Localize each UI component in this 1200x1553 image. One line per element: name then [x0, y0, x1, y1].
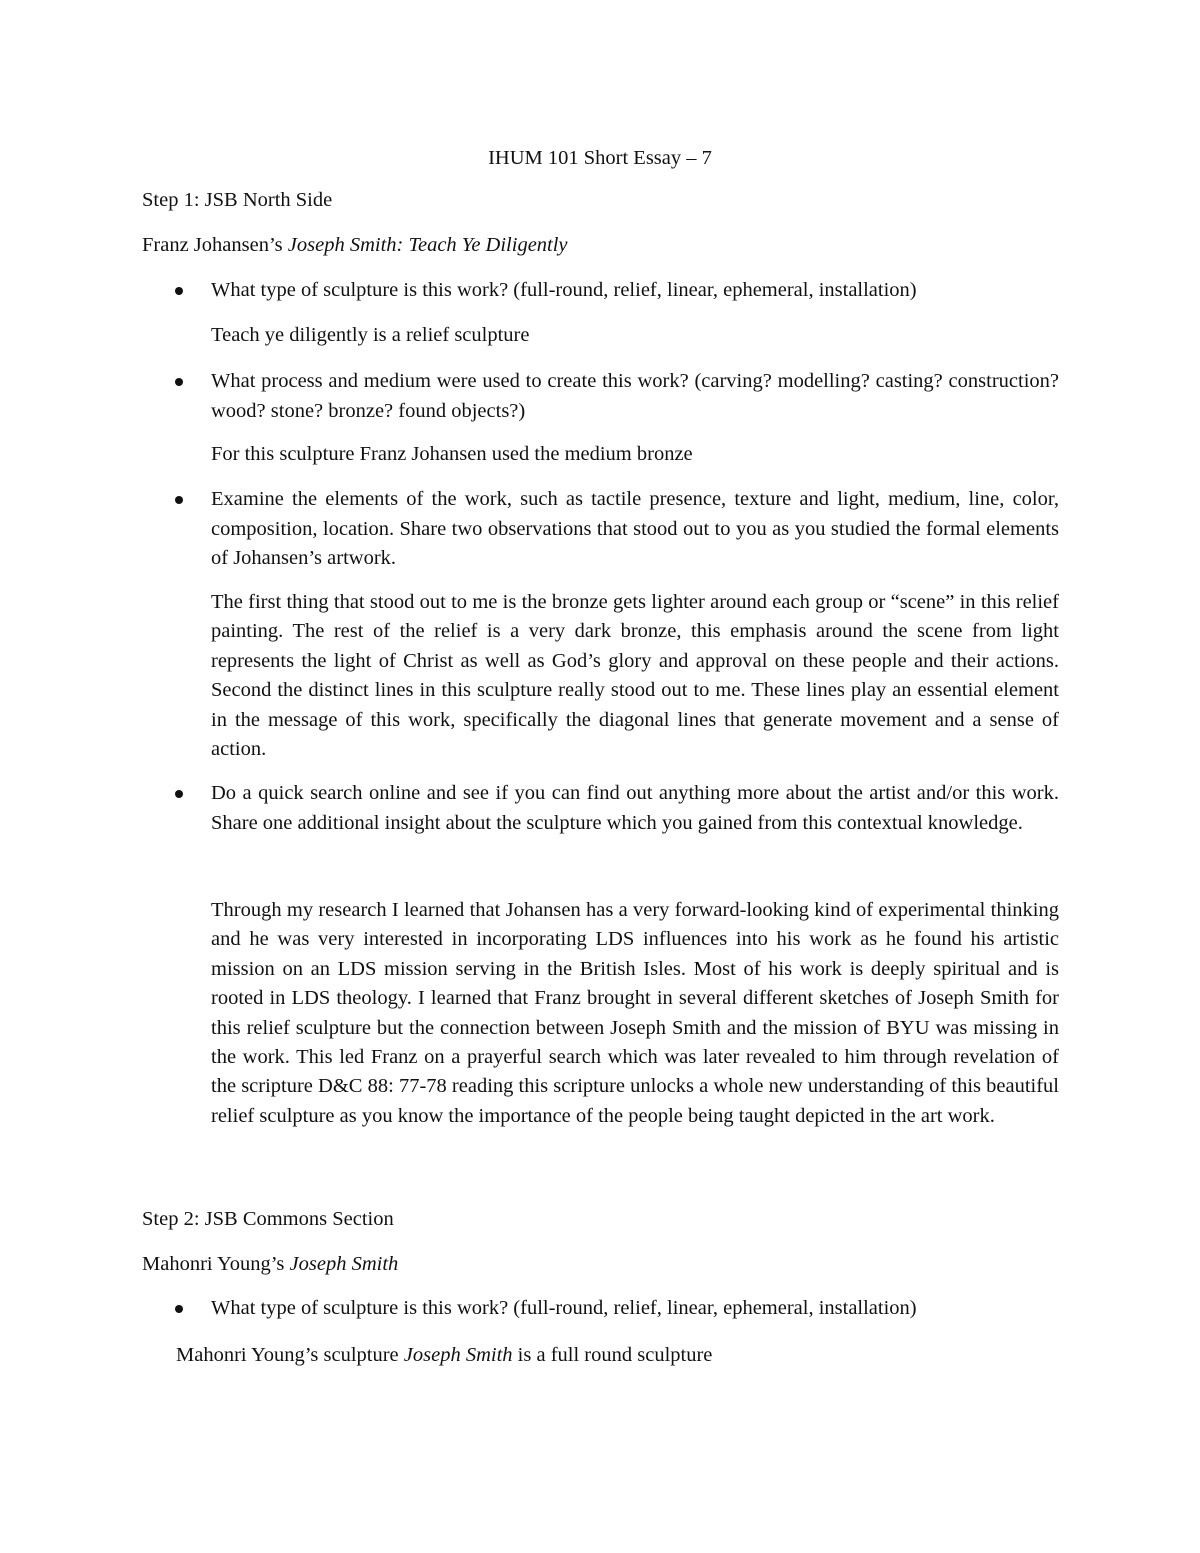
bullet-icon [175, 496, 183, 504]
step2-answer-title: Joseph Smith [403, 1344, 513, 1366]
step1-artist: Franz Johansen’s [142, 234, 288, 256]
step1-heading: Step 1: JSB North Side [142, 189, 333, 211]
step1-artwork-title: Joseph Smith: Teach Ye Diligently [287, 234, 568, 256]
step2-artist: Mahonri Young’s [142, 1253, 290, 1275]
step1-question-1: What type of sculpture is this work? (full-round, relief, linear, ephemeral, installation) [211, 279, 917, 301]
bullet-icon [175, 790, 183, 798]
step1-question-4: Do a quick search online and see if you can find out anything more about the artist and/or this work. Share one additional insight about the sculpture which you gained from this contextual knowledge. [211, 782, 1059, 834]
bullet-icon [175, 1305, 183, 1313]
step1-artwork-line [142, 230, 568, 260]
step1-answer-4: Through my research I learned that Johansen has a very forward-looking kind of experimental thinking and he was very interested in incorporating LDS influences into his work as he found his artistic mission on an LDS mission serving in the British Isles. Most of his work is deeply spiritual and is rooted in LDS theology. I learned that Franz brought in several different sketches of Joseph Smith for this relief sculpture but the connection between Joseph Smith and the mission of BYU was missing in the work. This led Franz on a prayerful search which was later revealed to him through revelation of the scripture D&C 88: 77-78 reading this scripture unlocks a whole new understanding of this beautiful relief sculpture as you know the importance of the people being taught depicted in the art work. [211, 899, 1059, 1127]
step2-answer-prefix: Mahonri Young’s sculpture [176, 1344, 404, 1366]
step1-answer-2: For this sculpture Franz Johansen used the medium bronze [211, 443, 693, 465]
bullet-icon [175, 378, 183, 386]
document-title: IHUM 101 Short Essay – 7 [488, 147, 712, 169]
bullet-icon [175, 287, 183, 295]
step1-answer-1: Teach ye diligently is a relief sculpture [211, 324, 530, 346]
step2-artwork-line [142, 1249, 398, 1279]
step2-answer-suffix: is a full round sculpture [512, 1344, 713, 1366]
step2-heading: Step 2: JSB Commons Section [142, 1208, 394, 1230]
step1-question-3: Examine the elements of the work, such as tactile presence, texture and light, medium, line, color, composition, location. Share two observations that stood out to you as you studied the formal elements of Johansen’s artwork. [211, 488, 1059, 570]
step2-artwork-title: Joseph Smith [289, 1253, 399, 1275]
step1-question-2: What process and medium were used to create this work? (carving? modelling? casting? construction? wood? stone? bronze? found objects?) [211, 370, 1059, 422]
step2-answer-1 [176, 1340, 712, 1370]
step2-question-1: What type of sculpture is this work? (full-round, relief, linear, ephemeral, installation) [211, 1297, 917, 1319]
step1-answer-3: The first thing that stood out to me is the bronze gets lighter around each group or “scene” in this relief painting. The rest of the relief is a very dark bronze, this emphasis around the scene from light represents the light of Christ as well as God’s glory and approval on these people and their actions. Second the distinct lines in this sculpture really stood out to me. These lines play an essential element in the message of this work, specifically the diagonal lines that generate movement and a sense of action. [211, 591, 1059, 761]
